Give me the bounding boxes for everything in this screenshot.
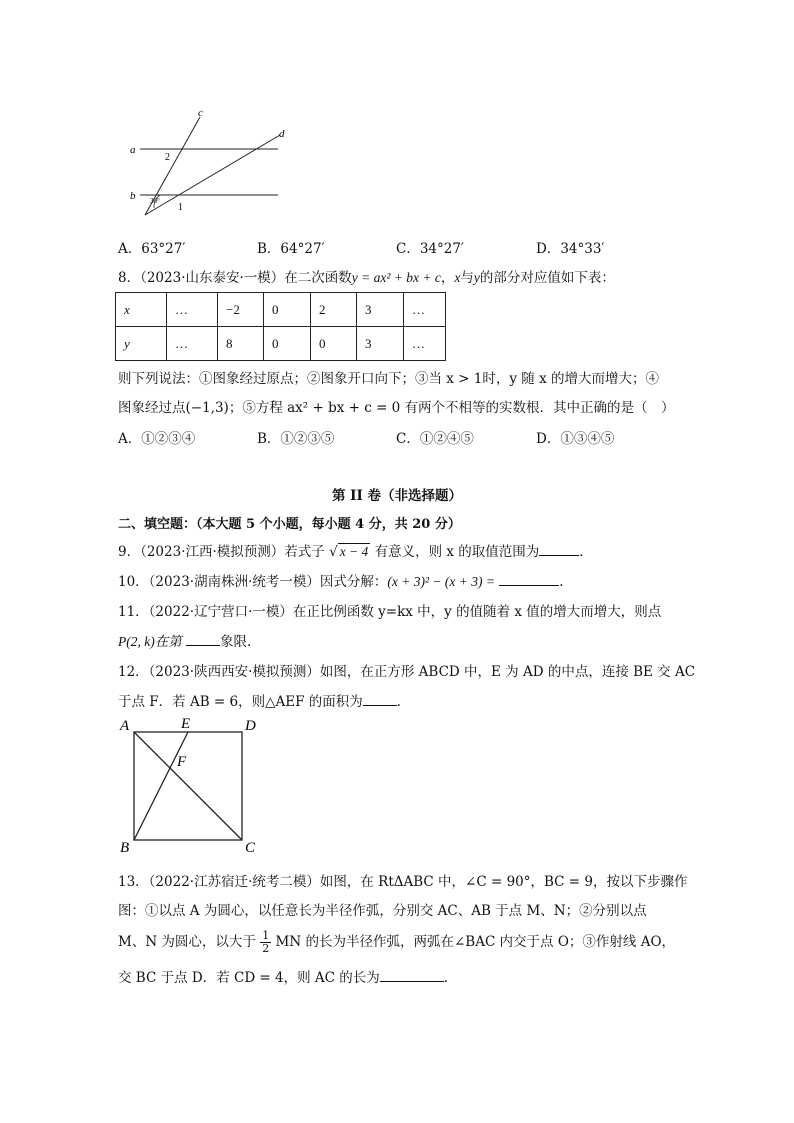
q10 [118,570,564,590]
q8-and: 与 [460,270,474,286]
q8-stem [118,266,615,286]
label-E: E [181,716,191,732]
q10-text1: 10．（2023·湖南株洲·统考一模）因式分解： [118,574,388,590]
q9-radicand: x − 4 [339,544,369,559]
q13-line4 [118,966,457,986]
table-cell: … [404,327,446,361]
q8-mid: ， [440,270,455,286]
answer-blank [186,633,220,646]
q8-xvar: x [454,270,461,285]
q9-text2: 有意义，则 x 的取值范围为 [374,544,540,560]
segment-be [134,732,188,840]
q12-line1: 12．（2023·陕西西安·模拟预测）如图，在正方形 ABCD 中，E 为 AD 的中点，连接 BE 交 AC [118,664,696,680]
q7-option-c: C．34°27′ [396,241,465,257]
q7-option-d: D．34°33′ [536,241,605,257]
q11-line2 [118,630,251,650]
q12-square-figure [115,712,275,857]
q10-end: . [559,574,564,590]
diagonal-ac [134,732,242,840]
table-cell: 3 [357,327,404,361]
table-cell: 2 [311,293,357,327]
q11-line1: 11．（2022·辽宁营口·一模）在正比例函数 y=kx 中，y 的值随着 x 值的增大而增大，则点 [118,604,662,620]
fraction-half [260,930,271,955]
answer-blank [380,969,444,982]
q8-option-d: D．①③④⑤ [536,431,615,447]
q12-text: 于点 F．若 AB = 6，则△AEF 的面积为 [118,694,363,710]
section-title: 第 II 卷（非选择题） [331,488,463,504]
q7-option-b: B．64°27′ [257,241,325,257]
q9 [118,540,593,560]
table-cell: 0 [264,293,311,327]
q12-end: ． [396,694,411,710]
label-C: C [245,840,256,856]
q8-prefix: 8．（2023·山东泰安·一模）在二次函数 [118,270,352,286]
q8-function: y = ax² + bx + c [351,270,441,285]
table-row-y [116,327,446,361]
table-cell: x [116,293,167,327]
label-A: A [120,718,130,734]
label-1: 1 [178,202,183,213]
q13-text4: 交 BC 于点 D．若 CD = 4，则 AC 的长为 [118,970,380,986]
label-d: d [279,128,285,140]
table-row-x [116,293,446,327]
fraction-denominator: 2 [262,942,270,955]
fraction-numerator: 1 [262,929,270,942]
q8-yvar: y [473,270,480,285]
table-cell: 8 [218,327,264,361]
table-cell: y [116,327,167,361]
q11-end: 象限. [220,634,252,650]
label-F: F [177,754,187,770]
q8-suffix: 的部分对应值如下表： [479,270,615,286]
line-d [145,135,280,215]
section-subtitle: 二、填空题：（本大题 5 个小题，每小题 4 分，共 20 分） [118,517,461,532]
table-cell: … [167,293,218,327]
table-cell: … [404,293,446,327]
q8-statements-line2: 图象经过点(−1,3)；⑤方程 ax² + bx + c = 0 有两个不相等的实数根．其中正确的是（ ） [118,400,675,416]
label-2: 2 [165,152,170,163]
answer-blank [499,573,559,586]
q13-end: ． [443,970,458,986]
answer-blank [363,693,397,706]
q13-text3b: MN 的长为半径作弧，两弧在∠BAC 内交于点 O；③作射线 AO， [275,934,676,950]
q13-line3 [118,930,675,955]
label-30: 30° [150,197,160,205]
answer-blank [539,543,579,556]
table-cell: 0 [311,327,357,361]
q9-text1: 9．（2023·江西·模拟预测）若式子 [118,544,325,560]
q11-point: P(2, k)在第 [118,634,182,649]
q8-option-c: C．①②④⑤ [396,431,474,447]
q13-line2: 图：①以点 A 为圆心，以任意长为半径作弧，分别交 AC、AB 于点 M、N；②分别以点 [118,903,647,919]
q13-text3a: M、N 为圆心，以大于 [118,934,256,950]
label-a: a [130,144,136,156]
label-B: B [120,840,130,856]
q13-line1: 13．（2022·江苏宿迁·统考二模）如图，在 RtΔABC 中，∠C = 90°，BC = 9，按以下步骤作 [118,874,688,890]
q12-line2 [118,690,410,710]
label-b: b [130,190,136,202]
sqrt-sign: √ [329,544,338,560]
q10-expr: (x + 3)² − (x + 3) = [387,574,495,589]
table-cell: 3 [357,293,404,327]
table-cell: 0 [264,327,311,361]
label-c: c [198,107,203,119]
q8-option-a: A．①②③④ [118,431,196,447]
table-cell: … [167,327,218,361]
label-D: D [245,718,256,734]
q8-statements-line1: 则下列说法：①图象经过原点；②图象开口向下；③当 x > 1时，y 随 x 的增大而增大；④ [118,371,660,387]
q7-option-a: A．63°27′ [118,241,186,257]
q7-parallel-lines-figure [120,105,300,220]
q9-end: ． [579,544,593,560]
q8-value-table [115,292,446,361]
table-cell: −2 [218,293,264,327]
q8-option-b: B．①②③⑤ [257,431,335,447]
